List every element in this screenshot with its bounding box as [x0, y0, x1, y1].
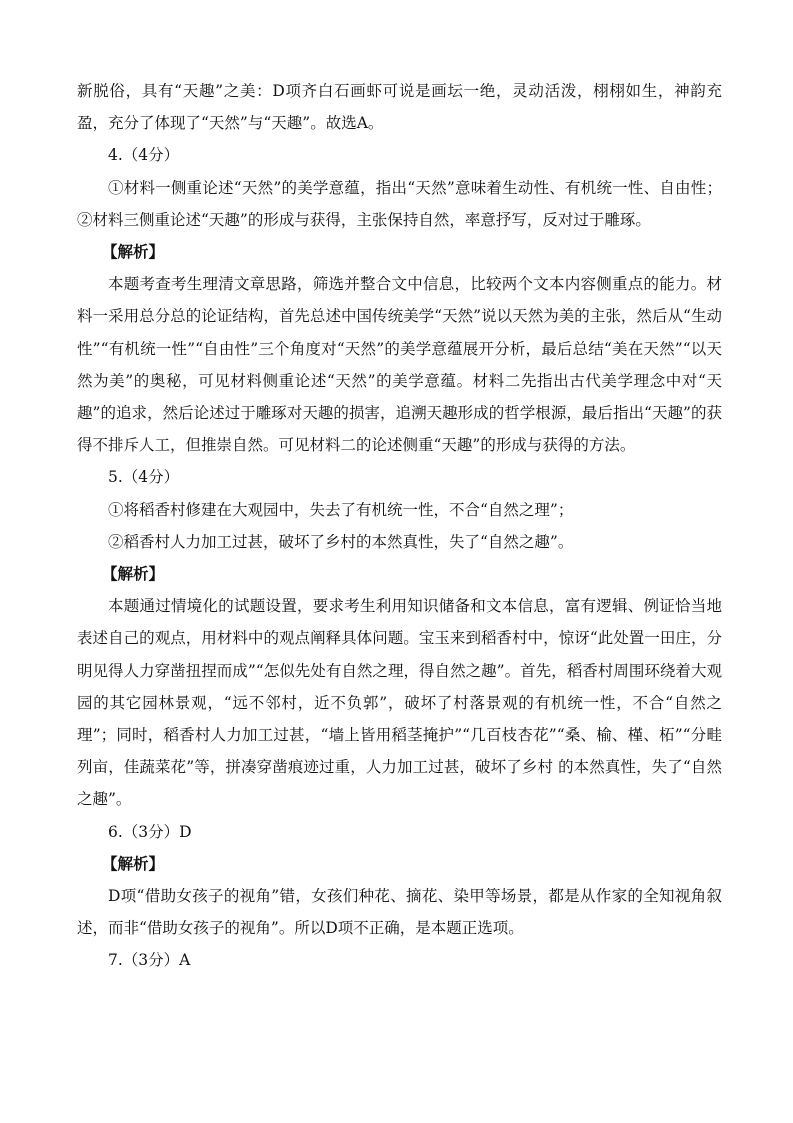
answer-3-continuation: 新脱俗，具有“天趣”之美：D项齐白石画虾可说是画坛一绝，灵动活泼，栩栩如生，神韵充盈，充分了体现了“天然”与“天趣”。故选A。: [77, 82, 722, 133]
question-5-analysis-heading: 【解析】: [102, 564, 165, 584]
question-7-number: 7.（3分）A: [108, 951, 191, 970]
question-4-analysis: 本题考查考生理清文章思路，筛选并整合文中信息，比较两个文本内容侧重点的能力。材料一采用总分总的论证结构，首先总述中国传统美学“天然”说以天然为美的主张，然后从“生动性”“有机统一性”“自由性”三个角度对“天然”的美学意蕴展开分析，最后总结“美在天然”“以天然为美”的奥秘，可见材料侧重论述“天然”的美学意蕴。材料二先指出古代美学理念中对“天趣”的追求，然后论述过于雕琢对天趣的损害，追溯天趣形成的哲学根源，最后指出“天趣”的获得不排斥人工，但推崇自然。可见材料二的论述侧重“天趣”的形成与获得的方法。: [77, 275, 722, 455]
question-4-number: 4.（4分）: [108, 146, 180, 165]
question-6-analysis-heading: 【解析】: [102, 853, 165, 873]
question-5-answer-point-1: ①将稻香村修建在大观园中，失去了有机统一性，不合“自然之理”；: [108, 500, 574, 519]
question-5-number: 5.（4分）: [108, 468, 180, 487]
question-4-analysis-heading: 【解析】: [102, 242, 165, 262]
page-content: [77, 75, 722, 977]
question-4-answer: ①材料一侧重论述“天然”的美学意蕴，指出“天然”意味着生动性、有机统一性、自由性；②材料三侧重论述“天趣”的形成与获得，主张保持自然，率意抒写，反对过于雕琢。: [77, 178, 722, 229]
question-6-analysis: D项“借助女孩子的视角”错，女孩们种花、摘花、染甲等场景，都是从作家的全知视角叙述，而非“借助女孩子的视角”。所以D项不正确，是本题正选项。: [77, 887, 722, 938]
question-6-number: 6.（3分）D: [108, 822, 192, 841]
question-5-answer-point-2: ②稻香村人力加工过甚，破坏了乡村的本然真性，失了“自然之趣”。: [108, 532, 574, 551]
question-5-analysis: 本题通过情境化的试题设置，要求考生利用知识储备和文本信息，富有逻辑、例证恰当地表述自己的观点，用材料中的观点阐释具体问题。宝玉来到稻香村中，惊讶“此处置一田庄，分明见得人力穿凿扭捏而成”“怎似先处有自然之理，得自然之趣”。首先，稻香村周围环绕着大观园的其它园林景观，“远不邻村，近不负郭”，破坏了村落景观的有机统一性，不合“自然之理”；同时，稻香村人力加工过甚，“墙上皆用稻茎掩护”“几百枝杏花”“桑、榆、槿、柘”“分畦列亩，佳蔬菜花”等，拼凑穿凿痕迹过重，人力加工过甚，破坏了乡村 的本然真性，失了“自然之趣”。: [77, 597, 722, 809]
